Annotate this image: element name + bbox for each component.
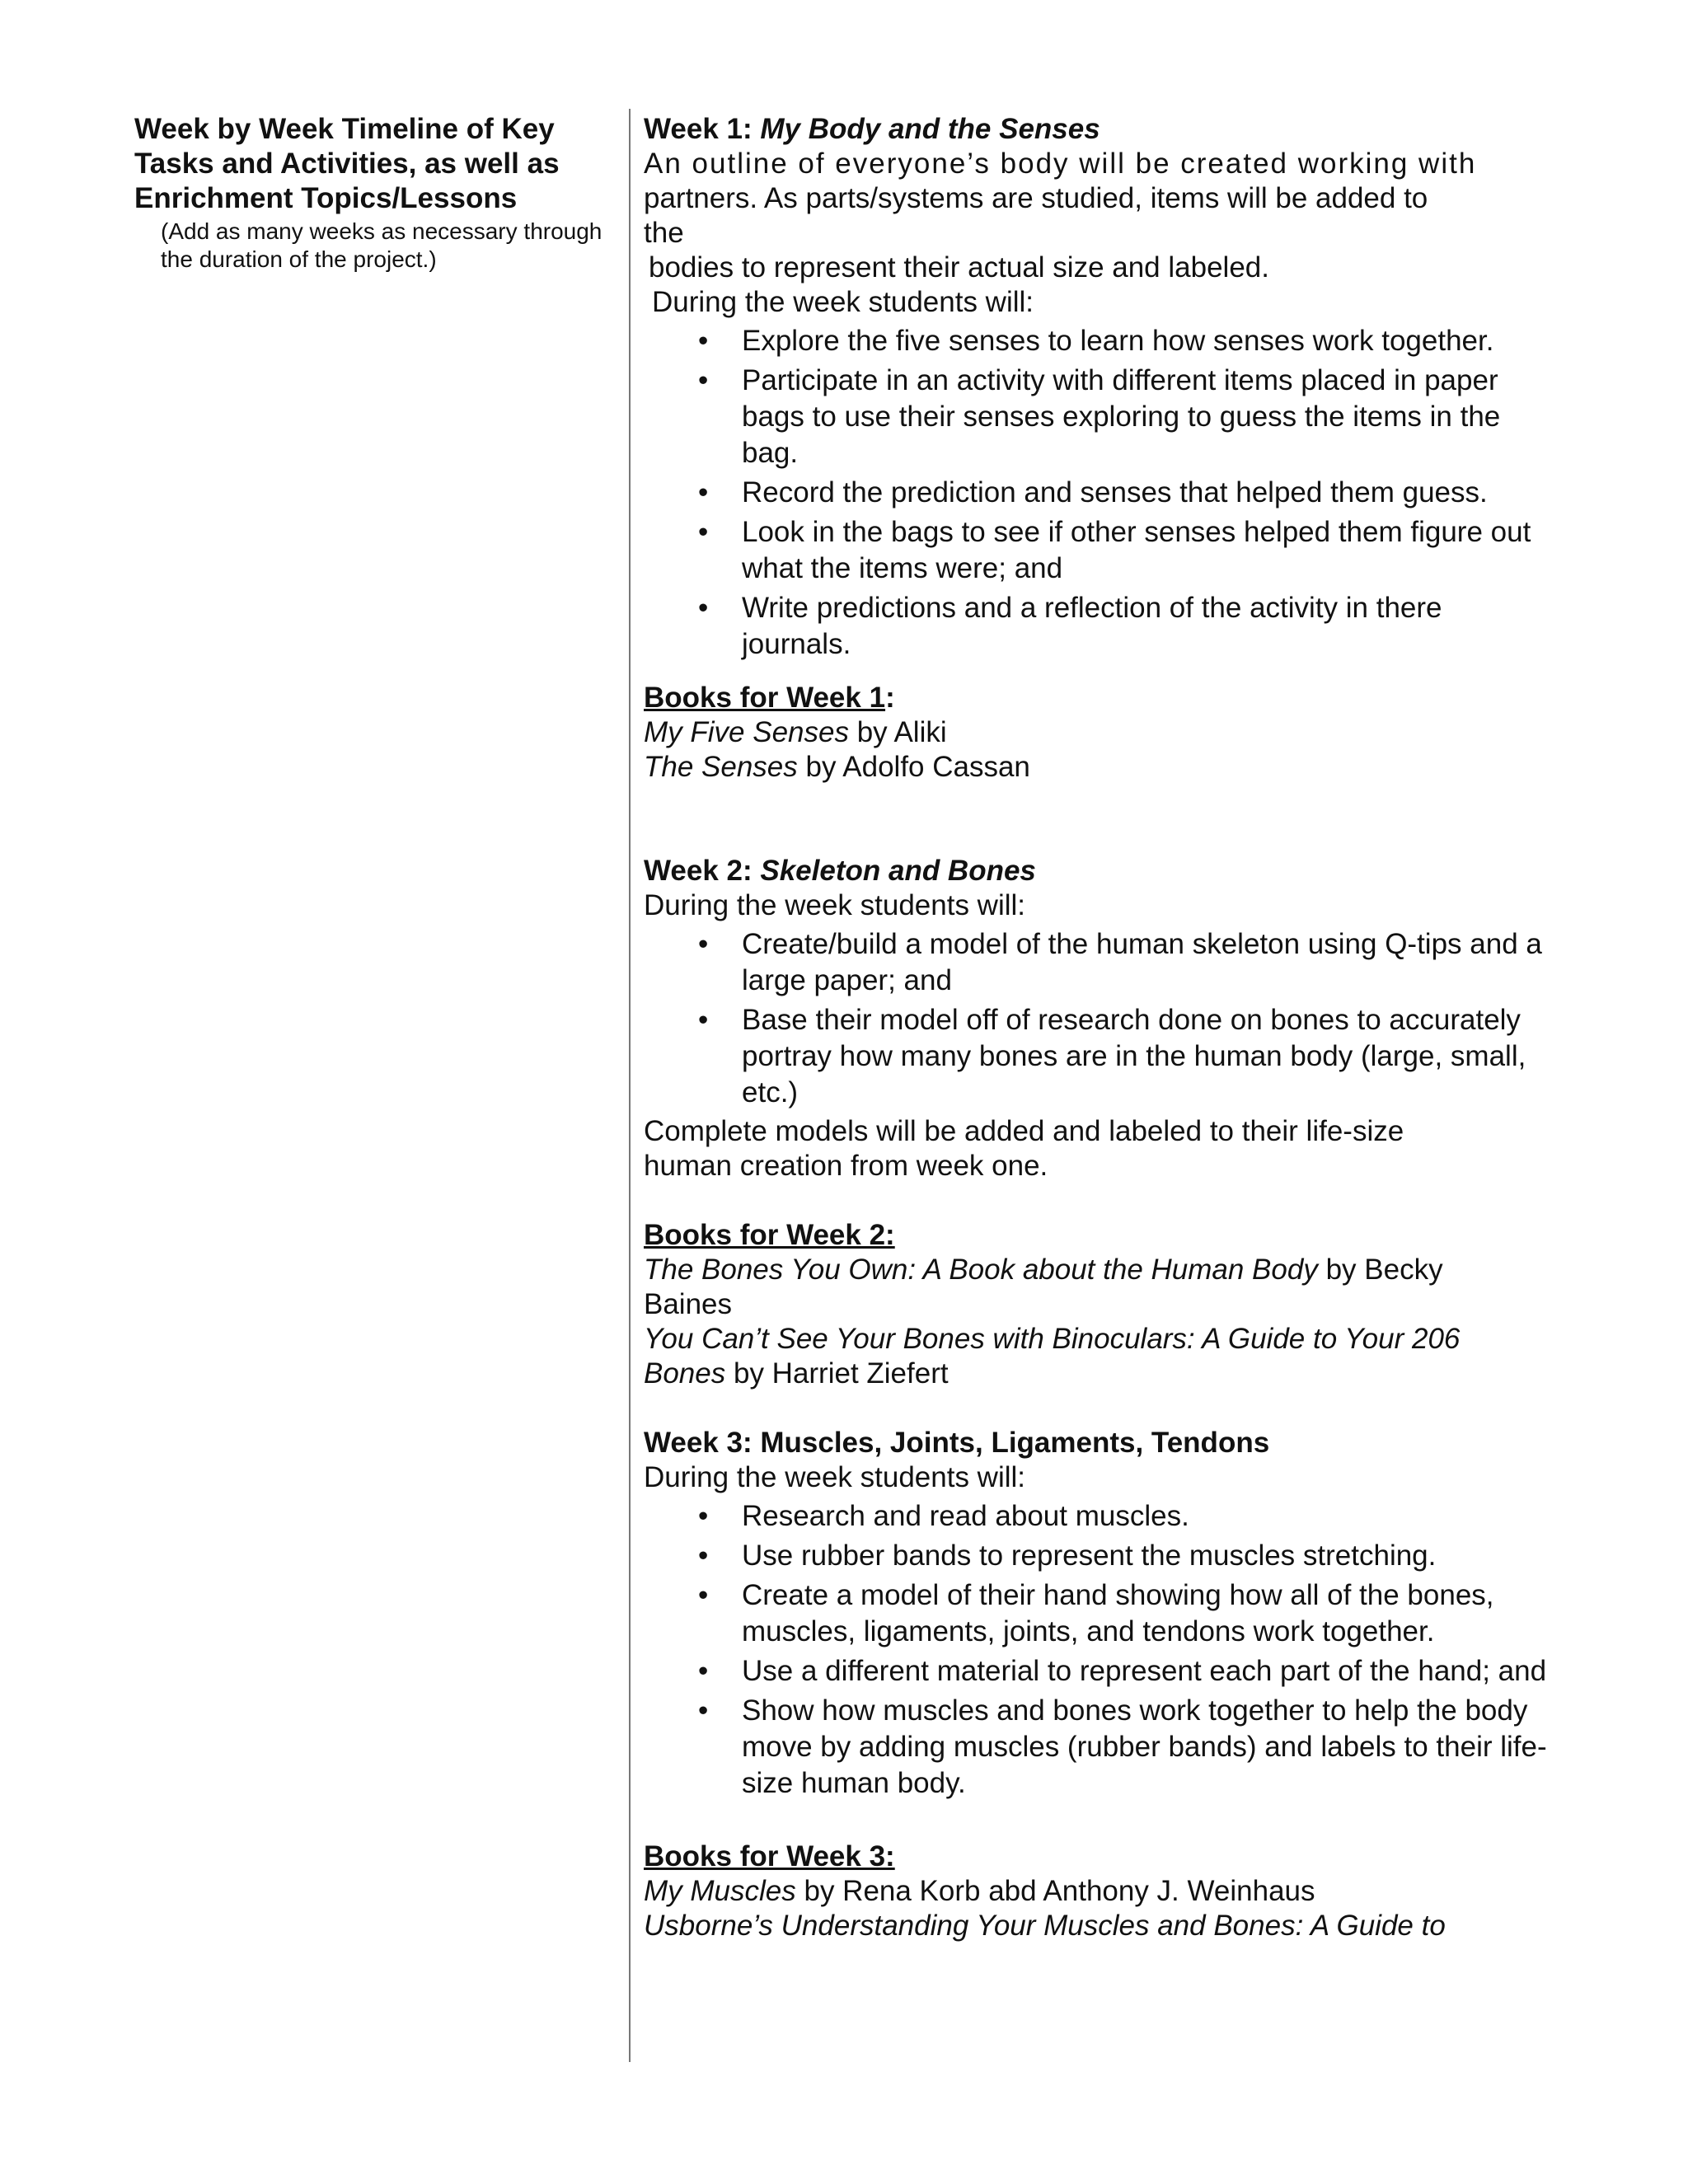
list-item: [644, 363, 1550, 471]
week3-during: During the week students will:: [644, 1461, 1025, 1493]
week3-section: [644, 1426, 1550, 1943]
timeline-note: (Add as many weeks as necessary through the duration of the project.): [161, 218, 603, 272]
bullet-icon: •: [698, 1579, 709, 1611]
list-item: [644, 1693, 1550, 1802]
book-title: The Bones You Own: A Book about the Human Body: [644, 1254, 1318, 1286]
list-item-text: Use a different material to represent each part of the hand; and: [742, 1655, 1547, 1687]
list-item: [644, 926, 1550, 999]
week2-heading-title: Skeleton and Bones: [760, 855, 1036, 887]
week1-heading: [644, 112, 1550, 147]
bullet-icon: •: [698, 1540, 709, 1572]
bullet-icon: •: [698, 1004, 709, 1036]
book-author: by Rena Korb abd Anthony J. Weinhaus: [795, 1875, 1315, 1907]
book-title: Usborne’s Understanding Your Muscles and Bones: A Guide to: [644, 1910, 1446, 1942]
list-item: [644, 1002, 1550, 1111]
book-author: by Becky: [1317, 1254, 1443, 1286]
book-title: Bones: [644, 1357, 726, 1390]
bullet-icon: •: [698, 928, 709, 960]
list-item-text: Research and read about muscles.: [742, 1500, 1189, 1532]
list-item-text: Create/build a model of the human skeleton using Q-tips and a large paper; and: [742, 928, 1542, 996]
week1-intro-line: bodies to represent their actual size and labeled.: [649, 251, 1269, 284]
list-item: [644, 590, 1550, 663]
book-entry: [644, 1253, 1550, 1287]
week2-outro-line: Complete models will be added and labeled to their life-size: [644, 1115, 1404, 1147]
week2-section: [644, 854, 1550, 1391]
book-entry: [644, 1874, 1550, 1909]
bullet-icon: •: [698, 1694, 709, 1727]
column-divider: [629, 109, 631, 2062]
list-item-text: Show how muscles and bones work together to help the body move by adding muscles (rubber bands) and labels to their life-size human body.: [742, 1694, 1547, 1799]
week2-books-heading: Books for Week 2:: [644, 1219, 895, 1251]
list-item-text: Explore the five senses to learn how senses work together.: [742, 325, 1494, 357]
book-entry: [644, 715, 1550, 750]
week1-bullet-list: [644, 323, 1550, 663]
list-item: [644, 1577, 1550, 1650]
week1-books-heading-text: Books for Week 1: [644, 682, 886, 714]
bullet-icon: •: [698, 476, 709, 509]
timeline-label: Week by Week Timeline of Key Tasks and Activities, as well as Enrichment Topics/Lessons: [134, 113, 560, 214]
list-item-text: Base their model off of research done on bones to accurately portray how many bones are in the human body (large, small, etc.): [742, 1004, 1526, 1108]
week2-heading-prefix: Week 2:: [644, 855, 761, 887]
book-title: My Five Senses: [644, 716, 849, 748]
week2-outro-line: human creation from week one.: [644, 1150, 1048, 1182]
right-column: [644, 112, 1550, 1943]
list-item-text: Look in the bags to see if other senses helped them figure out what the items were; and: [742, 516, 1531, 584]
list-item-text: Record the prediction and senses that helped them guess.: [742, 476, 1488, 509]
week1-heading-title: My Body and the Senses: [760, 113, 1100, 145]
book-author: by Harriet Ziefert: [725, 1357, 949, 1390]
week3-books-heading: Books for Week 3:: [644, 1840, 895, 1872]
week1-during: During the week students will:: [652, 286, 1034, 318]
week1-section: [644, 112, 1550, 785]
week3-heading: Week 3: Muscles, Joints, Ligaments, Tendons: [644, 1427, 1270, 1459]
week1-intro-line: An outline of everyone’s body will be created working with: [644, 148, 1477, 180]
bullet-icon: •: [698, 325, 709, 357]
list-item-text: Write predictions and a reflection of the activity in there journals.: [742, 592, 1442, 660]
week1-intro-line: partners. As parts/systems are studied, items will be added to: [644, 182, 1428, 214]
list-item: [644, 323, 1550, 359]
book-entry: [644, 750, 1550, 785]
book-title: You Can’t See Your Bones with Binoculars: A Guide to Your 206: [644, 1323, 1461, 1355]
book-title: My Muscles: [644, 1875, 796, 1907]
book-author: by Aliki: [848, 716, 947, 748]
book-author: by Adolfo Cassan: [797, 751, 1030, 783]
bullet-icon: •: [698, 1655, 709, 1687]
book-entry: [644, 1357, 1550, 1391]
list-item: [644, 514, 1550, 587]
bullet-icon: •: [698, 1500, 709, 1532]
left-column: [134, 112, 604, 274]
week1-books-heading-colon: :: [885, 682, 895, 714]
week2-heading: [644, 854, 1550, 888]
list-item-text: Participate in an activity with different items placed in paper bags to use their senses exploring to guess the items in the bag.: [742, 364, 1501, 469]
list-item-text: Create a model of their hand showing how all of the bones, muscles, ligaments, joints, and tendons work together.: [742, 1579, 1494, 1647]
bullet-icon: •: [698, 364, 709, 396]
week2-bullet-list: [644, 926, 1550, 1111]
week2-during: During the week students will:: [644, 889, 1025, 921]
book-author-continued: Baines: [644, 1288, 733, 1320]
bullet-icon: •: [698, 592, 709, 624]
bullet-icon: •: [698, 516, 709, 548]
week3-bullet-list: [644, 1498, 1550, 1802]
list-item-text: Use rubber bands to represent the muscles stretching.: [742, 1540, 1437, 1572]
list-item: [644, 475, 1550, 511]
book-title: The Senses: [644, 751, 798, 783]
list-item: [644, 1538, 1550, 1574]
week1-intro-line: the: [644, 217, 684, 249]
list-item: [644, 1498, 1550, 1535]
week1-heading-prefix: Week 1:: [644, 113, 761, 145]
week1-books-heading: [644, 681, 1550, 715]
list-item: [644, 1653, 1550, 1690]
